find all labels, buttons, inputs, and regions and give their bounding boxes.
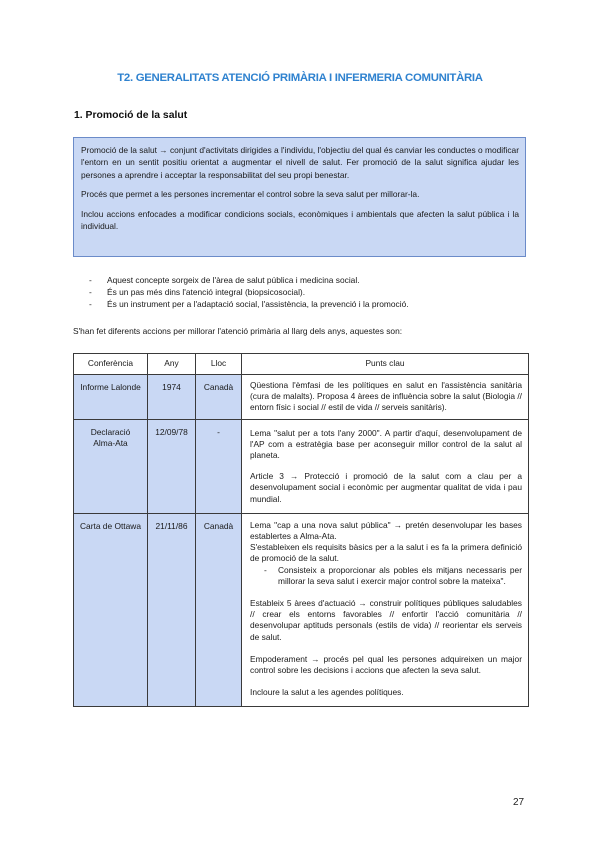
page-title: T2. GENERALITATS ATENCIÓ PRIMÀRIA I INFERMERIA COMUNITÀRIA bbox=[117, 72, 483, 84]
definition-paragraph: Procés que permet a les persones incrementar el control sobre la seva salut per millorar-la. bbox=[81, 189, 420, 200]
list-item: - És un instrument per a l'adaptació social, l'assistència, la prevenció i la promoció. bbox=[88, 298, 409, 310]
key-point-text: Article 3 → Protecció i promoció de la salut com a clau per a desenvolupament social i econòmic per augmentar qualitat de vida i pau mundial. bbox=[250, 471, 522, 504]
column-header: Conferència bbox=[74, 354, 148, 375]
section-heading: 1. Promoció de la salut bbox=[74, 110, 188, 121]
conference-cell: Declaració Alma-Ata bbox=[74, 419, 148, 513]
bullet-list bbox=[88, 274, 409, 311]
column-header: Lloc bbox=[196, 354, 242, 375]
year-cell: 12/09/78 bbox=[148, 419, 196, 513]
column-header: Punts clau bbox=[242, 354, 529, 375]
table-row bbox=[74, 419, 529, 513]
key-point-text: Estableix 5 àrees d'actuació → construir polítiques públiques saludables // crear els entorns favorables // enfortir l'acció comunitària // desenvolupar aptituds personals (estils de vida) // reorientar els serveis de salut. bbox=[250, 598, 522, 642]
place-cell: - bbox=[196, 419, 242, 513]
key-point-text: S'estableixen els requisits bàsics per a la salut i es fa la primera definició de promoció de la salut. bbox=[250, 542, 522, 564]
table-row bbox=[74, 375, 529, 420]
conference-cell: Informe Lalonde bbox=[74, 375, 148, 420]
key-point-text: Qüestiona l'èmfasi de les polítiques en salut en l'assistència sanitària (cura de malalts). Proposa 4 àrees de influència sobre la salut (Biologia // entorn físic i social // estil de vida // serveis sanitàris). bbox=[250, 380, 522, 413]
place-cell: Canadà bbox=[196, 513, 242, 707]
table-header-row bbox=[74, 354, 529, 375]
list-item: - És un pas més dins l'atenció integral (biopsicosocial). bbox=[88, 286, 409, 298]
conferences-table bbox=[73, 353, 529, 707]
key-points-cell bbox=[242, 513, 529, 707]
column-header: Any bbox=[148, 354, 196, 375]
sub-list bbox=[250, 565, 522, 587]
key-point-text: Empoderament → procés pel qual les persones adquireixen un major control sobre les decisions i accions que afecten la seva salut. bbox=[250, 653, 522, 676]
intro-text: S'han fet diferents accions per millorar l'atenció primària al llarg dels anys, aquestes son: bbox=[73, 326, 403, 336]
key-point-text: Incloure la salut a les agendes polítiques. bbox=[250, 687, 404, 698]
list-item: - Aquest concepte sorgeix de l'àrea de salut pública i medicina social. bbox=[88, 274, 409, 286]
year-cell: 21/11/86 bbox=[148, 513, 196, 707]
definition-paragraph: Promoció de la salut → conjunt d'activitats dirigides a l'individu, l'objectiu del qual és canviar les conductes o modificar l'entorn en un sentit positiu orientat a augmentar el nivell de salut. Fer promoció de la salut significa ajudar les persones a aprendre i acceptar la responsabilitat del seu propi benestar. bbox=[81, 145, 519, 180]
list-item: - Consisteix a proporcionar als pobles els mitjans necessaris per millorar la seva salut i exercir major control sobre la mateixa". bbox=[250, 565, 522, 587]
key-points-cell bbox=[242, 419, 529, 513]
definition-box bbox=[73, 137, 526, 257]
conference-cell: Carta de Ottawa bbox=[74, 513, 148, 707]
key-point-text: Lema "cap a una nova salut pública" → pretén desenvolupar les bases establertes a Alma-Ata. bbox=[250, 519, 522, 542]
definition-paragraph: Inclou accions enfocades a modificar condicions socials, econòmiques i ambientals que afecten la salut pública i la individual. bbox=[81, 208, 519, 232]
place-cell: Canadà bbox=[196, 375, 242, 420]
page-number: 27 bbox=[513, 797, 525, 808]
table-row bbox=[74, 513, 529, 707]
key-points-cell bbox=[242, 375, 529, 420]
year-cell: 1974 bbox=[148, 375, 196, 420]
key-point-text: Lema "salut per a tots l'any 2000". A partir d'aquí, desenvolupament de l'AP com a estratègia base per aconseguir millor control de la salut al planeta. bbox=[250, 427, 522, 461]
